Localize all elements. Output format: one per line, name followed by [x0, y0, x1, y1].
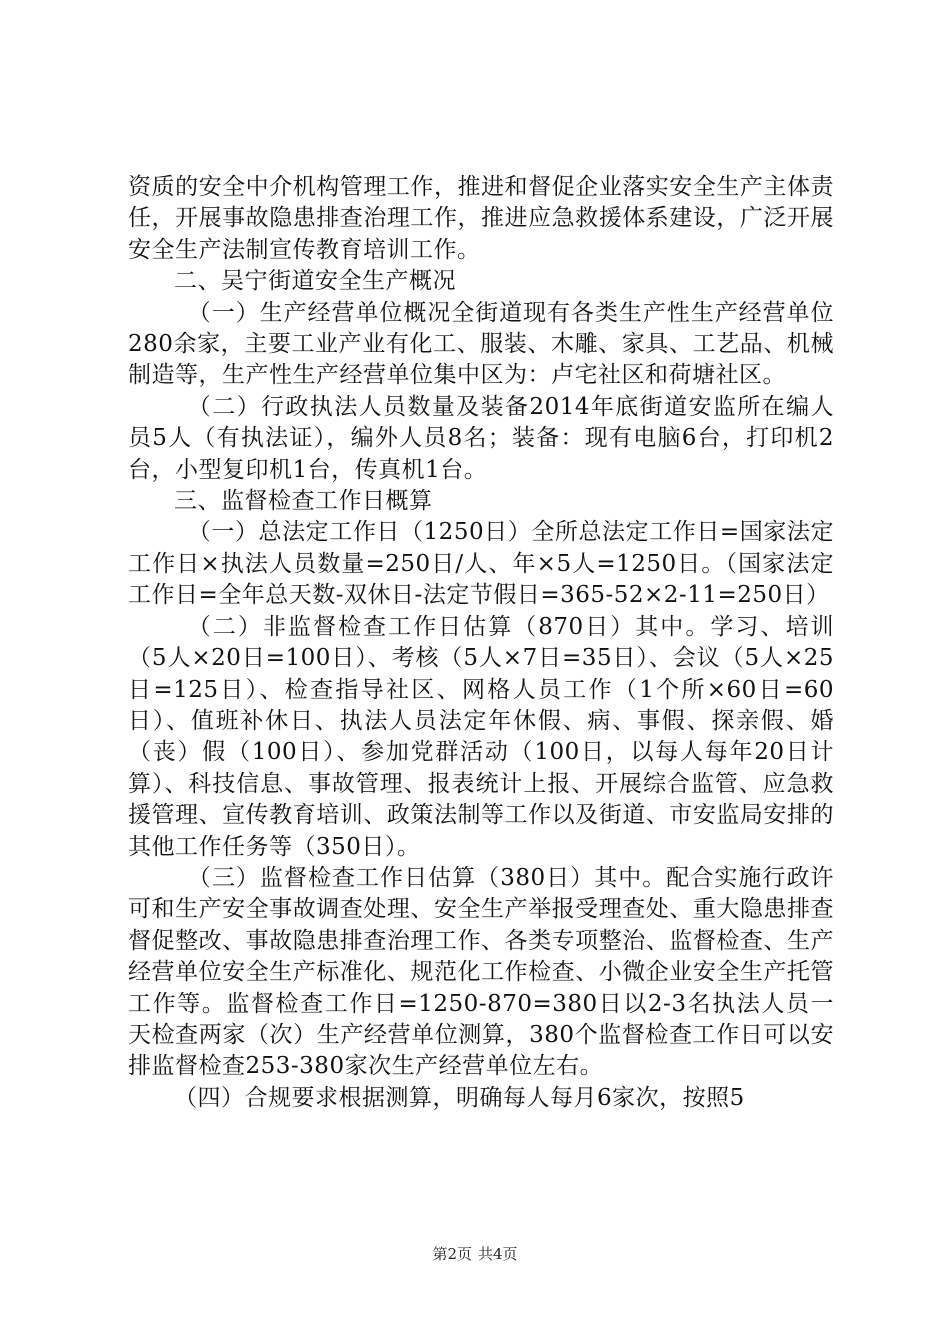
document-body — [128, 172, 834, 1114]
paragraph-continuation: 资质的安全中介机构管理工作，推进和督促企业落实安全生产主体责任，开展事故隐患排查治理工作，推进应急救援体系建设，广泛开展安全生产法制宣传教育培训工作。 — [128, 174, 834, 263]
paragraph-staff-equipment: （二）行政执法人员数量及装备2014年底街道安监所在编人员5人（有执法证），编外人员8名；装备：现有电脑6台，打印机2台，小型复印机1台，传真机1台。 — [128, 393, 834, 483]
paragraph-compliance-requirements: （四）合规要求根据测算，明确每人每月6家次，按照5 — [174, 1084, 745, 1111]
page-total: 共4页 — [478, 1245, 518, 1263]
page-footer — [0, 1244, 950, 1264]
page-number: 第2页 — [432, 1245, 472, 1263]
paragraph-non-inspection-workdays: （二）非监督检查工作日估算（870日）其中。学习、培训（5人×20日=100日）、考核（5人×7日=35日）、会议（5人×25日=125日）、检查指导社区、网格人员工作（1个所×60日=60日）、值班补休日、执法人员法定年休假、病、事假、探亲假、婚（丧）假（100日）、参加党群活动（100日，以每人每年20日计算）、科技信息、事故管理、报表统计上报、开展综合监管、应急救援管理、宣传教育培训、政策法制等工作以及街道、市安监局安排的其他工作任务等（350日）。 — [128, 613, 834, 860]
paragraph-total-workdays: （一）总法定工作日（1250日）全所总法定工作日=国家法定工作日×执法人员数量=250日/人、年×5人=1250日。（国家法定工作日=全年总天数-双休日-法定节假日=365-52×2-11=250日） — [128, 519, 834, 609]
section-heading-overview: 二、吴宁街道安全生产概况 — [174, 268, 456, 295]
paragraph-inspection-workdays: （三）监督检查工作日估算（380日）其中。配合实施行政许可和生产安全事故调查处理、安全生产举报受理查处、重大隐患排查督促整改、事故隐患排查治理工作、各类专项整治、监督检查、生产经营单位安全生产标准化、规范化工作检查、小微企业安全生产托管工作等。监督检查工作日=1250-870=380日以2-3名执法人员一天检查两家（次）生产经营单位测算，380个监督检查工作日可以安排监督检查253-380家次生产经营单位左右。 — [128, 864, 834, 1080]
section-heading-workday-estimate: 三、监督检查工作日概算 — [174, 488, 433, 515]
paragraph-units-overview: （一）生产经营单位概况全街道现有各类生产性生产经营单位280余家，主要工业产业有化工、服装、木雕、家具、工艺品、机械制造等，生产性生产经营单位集中区为：卢宅社区和荷塘社区。 — [128, 299, 834, 389]
